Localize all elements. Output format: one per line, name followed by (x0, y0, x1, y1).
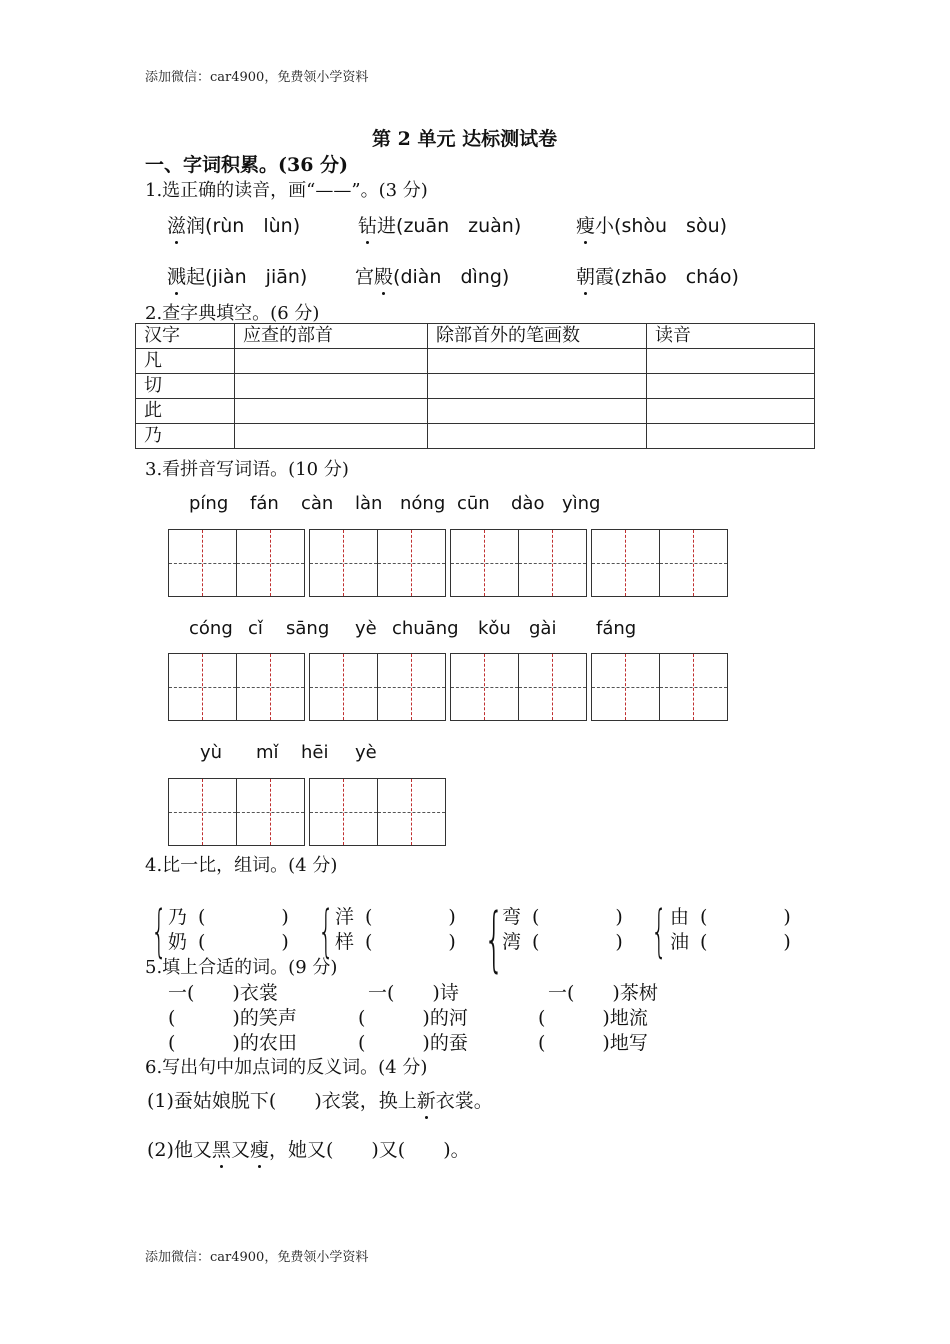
pinyin-syllable: yè (355, 618, 377, 639)
answer-cell[interactable] (428, 399, 647, 424)
word-box[interactable] (168, 778, 305, 846)
answer-cell[interactable] (235, 399, 428, 424)
table-char: 此 (136, 399, 235, 424)
table-char: 凡 (136, 349, 235, 374)
table-char: 切 (136, 374, 235, 399)
footer-note: 添加微信：car4900，免费领小学资料 (145, 1250, 369, 1265)
dotted-word: 黑 (212, 1135, 231, 1162)
word-box[interactable] (591, 529, 728, 597)
header-note: 添加微信：car4900，免费领小学资料 (145, 70, 369, 85)
q1-dotted-char: 瘦 (576, 211, 595, 238)
compare-char: 油 (670, 931, 690, 953)
pinyin-row-3 (0, 742, 950, 766)
page-title: 第 2 单元 达标测试卷 (372, 128, 558, 150)
q1-dotted-char: 滋 (167, 211, 186, 238)
pinyin-syllable: dào (511, 493, 545, 514)
q1-prompt: 1.选正确的读音，画“——”。(3 分) (145, 180, 428, 201)
q1-item-5 (355, 262, 509, 289)
word-box[interactable] (309, 778, 446, 846)
q1-dotted-char: 钻 (358, 211, 377, 238)
fill-item[interactable]: 一( )衣裳 (168, 982, 278, 1004)
writing-cell[interactable] (310, 530, 377, 596)
writing-cell[interactable] (518, 654, 586, 720)
q1-char: 起 (186, 266, 206, 288)
pinyin-syllable: fáng (596, 618, 637, 639)
writing-cell[interactable] (592, 654, 659, 720)
compare-char: 样 (335, 931, 355, 953)
pinyin-syllable: gài (529, 618, 557, 639)
table-header: 除部首外的笔画数 (428, 324, 647, 349)
answer-parens[interactable]: ( ) (700, 931, 791, 953)
q6-prompt: 6.写出句中加点词的反义词。(4 分) (145, 1057, 428, 1078)
fill-item[interactable]: ( )的河 (358, 1007, 468, 1029)
answer-cell[interactable] (235, 374, 428, 399)
fill-item[interactable]: ( )地流 (538, 1007, 648, 1029)
word-box[interactable] (591, 653, 728, 721)
sentence-text: 又 (230, 1139, 250, 1161)
q1-pinyin-options[interactable]: (zhāo cháo) (614, 266, 739, 288)
table-header: 读音 (647, 324, 815, 349)
left-brace: { (318, 899, 335, 964)
q1-item-3 (576, 211, 727, 238)
table-row (136, 374, 815, 399)
word-box[interactable] (450, 653, 587, 721)
writing-cell[interactable] (377, 654, 445, 720)
writing-cell[interactable] (236, 530, 304, 596)
q1-char: 小 (595, 215, 615, 237)
answer-cell[interactable] (647, 374, 815, 399)
writing-cell[interactable] (310, 779, 377, 845)
writing-grid-row-3 (168, 778, 450, 846)
writing-cell[interactable] (236, 654, 304, 720)
word-box[interactable] (309, 529, 446, 597)
q1-pinyin-options[interactable]: (zuān zuàn) (396, 215, 522, 237)
writing-cell[interactable] (236, 779, 304, 845)
left-brace: { (151, 899, 168, 964)
pinyin-syllable: fán (250, 493, 279, 514)
answer-parens[interactable]: ( ) (198, 906, 289, 928)
answer-cell[interactable] (428, 424, 647, 449)
word-box[interactable] (450, 529, 587, 597)
pinyin-syllable: nóng (400, 493, 446, 514)
left-brace: { (484, 898, 505, 980)
pinyin-row-2 (0, 618, 950, 642)
section-1-heading: 一、字词积累。(36 分) (145, 154, 349, 176)
writing-grid-row-2 (168, 653, 732, 721)
q1-pinyin-options[interactable]: (jiàn jiān) (205, 266, 308, 288)
pinyin-row-1 (0, 493, 950, 517)
answer-parens[interactable]: ( ) (532, 931, 623, 953)
dotted-word: 瘦 (250, 1135, 269, 1162)
writing-cell[interactable] (592, 530, 659, 596)
dictionary-table (135, 323, 815, 449)
pinyin-syllable: cǐ (248, 618, 263, 639)
answer-cell[interactable] (428, 349, 647, 374)
word-box[interactable] (309, 653, 446, 721)
sentence-text: (2)他又 (147, 1139, 212, 1161)
left-brace: { (651, 899, 668, 964)
table-header: 汉字 (136, 324, 235, 349)
answer-cell[interactable] (647, 399, 815, 424)
fill-item[interactable]: 一( )茶树 (548, 982, 658, 1004)
writing-cell[interactable] (169, 779, 236, 845)
writing-cell[interactable] (451, 530, 518, 596)
sentence-text[interactable]: (1)蚕姑娘脱下( )衣裳，换上 (147, 1090, 417, 1112)
q1-pinyin-options[interactable]: (shòu sòu) (614, 215, 728, 237)
q2-prompt: 2.查字典填空。(6 分) (145, 303, 320, 324)
q1-item-6 (576, 262, 739, 289)
compare-char: 弯 (502, 906, 522, 928)
answer-cell[interactable] (647, 424, 815, 449)
writing-grid-row-1 (168, 529, 732, 597)
writing-cell[interactable] (451, 654, 518, 720)
answer-cell[interactable] (235, 349, 428, 374)
answer-cell[interactable] (428, 374, 647, 399)
q3-prompt: 3.看拼音写词语。(10 分) (145, 459, 349, 480)
writing-cell[interactable] (377, 530, 445, 596)
pinyin-syllable: píng (189, 493, 229, 514)
q5-prompt: 5.填上合适的词。(9 分) (145, 957, 338, 978)
sentence-text[interactable]: ，她又( )又( )。 (268, 1139, 470, 1161)
table-row (136, 424, 815, 449)
q1-item-2 (358, 211, 521, 238)
q4-prompt: 4.比一比，组词。(4 分) (145, 855, 338, 876)
answer-parens[interactable]: ( ) (198, 931, 289, 953)
q1-char: 润 (186, 215, 206, 237)
answer-parens[interactable]: ( ) (700, 906, 791, 928)
answer-parens[interactable]: ( ) (532, 906, 623, 928)
table-row (136, 349, 815, 374)
pinyin-syllable: làn (355, 493, 383, 514)
fill-item[interactable]: ( )的笑声 (168, 1007, 297, 1029)
writing-cell[interactable] (659, 654, 727, 720)
compare-char: 湾 (502, 931, 522, 953)
compare-char: 奶 (168, 931, 188, 953)
answer-parens[interactable]: ( ) (365, 906, 456, 928)
fill-item[interactable]: ( )的蚕 (358, 1032, 468, 1054)
pinyin-syllable: sāng (286, 618, 330, 639)
q1-item-4 (167, 262, 307, 289)
writing-cell[interactable] (169, 530, 236, 596)
writing-cell[interactable] (310, 654, 377, 720)
table-char: 乃 (136, 424, 235, 449)
fill-item[interactable]: ( )地写 (538, 1032, 648, 1054)
pinyin-syllable: cūn (457, 493, 490, 514)
answer-cell[interactable] (235, 424, 428, 449)
table-header-row (136, 324, 815, 349)
q1-char: 进 (377, 215, 397, 237)
word-box[interactable] (168, 529, 305, 597)
table-header: 应查的部首 (235, 324, 428, 349)
fill-item[interactable]: ( )的农田 (168, 1032, 297, 1054)
q1-dotted-char: 溅 (167, 262, 186, 289)
answer-cell[interactable] (647, 349, 815, 374)
q6-sentence-1 (147, 1086, 493, 1113)
dotted-word: 新 (417, 1086, 436, 1113)
q1-dotted-char: 殿 (374, 262, 393, 289)
q1-char: 宫 (355, 266, 375, 288)
compare-char: 乃 (168, 906, 188, 928)
q1-char: 霞 (595, 266, 615, 288)
writing-cell[interactable] (169, 654, 236, 720)
sentence-text: 衣裳。 (435, 1090, 493, 1112)
writing-cell[interactable] (659, 530, 727, 596)
fill-item[interactable]: 一( )诗 (368, 982, 459, 1004)
pinyin-syllable: hēi (301, 742, 329, 763)
pinyin-syllable: cóng (189, 618, 233, 639)
pinyin-syllable: yù (200, 742, 223, 763)
writing-cell[interactable] (518, 530, 586, 596)
q1-pinyin-options[interactable]: (diàn dìng) (393, 266, 510, 288)
table-row (136, 399, 815, 424)
pinyin-syllable: yìng (562, 493, 601, 514)
pinyin-syllable: kǒu (478, 618, 511, 639)
pinyin-syllable: càn (301, 493, 334, 514)
writing-cell[interactable] (377, 779, 445, 845)
answer-parens[interactable]: ( ) (365, 931, 456, 953)
q1-dotted-char: 朝 (576, 262, 595, 289)
q1-pinyin-options[interactable]: (rùn lùn) (205, 215, 301, 237)
q6-sentence-2 (147, 1135, 470, 1162)
pinyin-syllable: mǐ (256, 742, 279, 763)
compare-char: 由 (670, 906, 690, 928)
word-box[interactable] (168, 653, 305, 721)
pinyin-syllable: chuāng (392, 618, 459, 639)
compare-char: 洋 (335, 906, 355, 928)
q1-item-1 (167, 211, 300, 238)
pinyin-syllable: yè (355, 742, 377, 763)
